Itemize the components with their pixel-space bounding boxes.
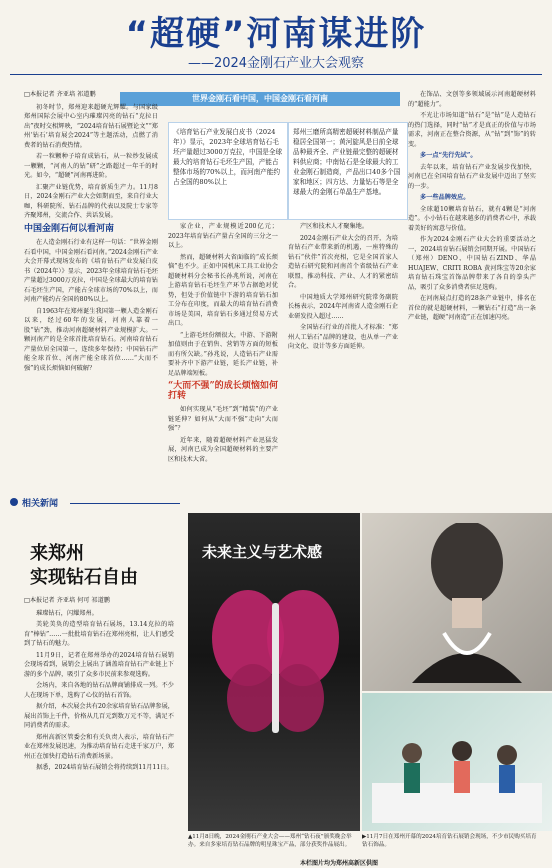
photo-captions (188, 833, 358, 859)
paragraph: 去年以来，培育钻石产业发展步伐加快，河南已在全国培育钻石产业发展中迈出了坚实的一步。 (408, 163, 536, 190)
paragraph: 作为2024金刚石产业大会的重要活动之一，2024培育钻石展销会同期开展。中国钻石（郑州）DENO、中国钻石ZIND、华晶HUAJEW、CRITI ROBA 黄河珠宝等20余家培育钻石珠宝首饰品牌带来了各自的拳头产品，吸引了众多消费者驻足选购。 (408, 236, 536, 291)
paragraph: 璀璨钻石，闪耀郑州。 (36, 609, 98, 617)
related-title-line: 来郑州 (30, 543, 84, 564)
related-title-line: 实现钻石自由 (30, 567, 138, 588)
related-divider (70, 503, 180, 504)
photo-credit: 本栏图片均为郑州高新区供图 (300, 860, 379, 867)
photo-art-text: 未来主义与艺术感 (202, 543, 323, 561)
section-banner: 世界金刚石看中国，中国金刚石看河南 (120, 92, 400, 106)
photo-butterfly-jewelry (188, 513, 360, 831)
related-bullet-icon (10, 498, 18, 506)
callout-text: 郑州三磨所高精密超硬材料制品产量稳居全国第一；黄河旋风是目前全球品种最齐全、产业链最完整的超硬材料供应商；中南钻石是全球最大的工业金刚石制造商，产品出口40多个国家和地区；四方达、力量钻石等是全球最大的金刚石单晶生产基地。 (293, 128, 401, 196)
header-divider (10, 74, 542, 75)
page-title: “超硬”河南谋进阶 (125, 14, 427, 54)
paragraph: 在人造金刚石行业有这样一句话：“世界金刚石看中国，中国金刚石看河南。”2024金刚石产业大会开幕式现场发布的《培育钻石产业发展白皮书（2024年）》显示，2023年全球培育钻石毛坯产量超过3000万克拉，中国是全球最大的培育钻石毛坯生产国，产能占全球市场的70%以上，而河南产能约占全国的80%以上。 (24, 239, 158, 303)
article-column-1 (24, 90, 158, 490)
paragraph: 据悉，2024培育钻石展销会将持续到11月11日。 (36, 764, 173, 771)
related-title (30, 542, 138, 590)
paragraph: 如何实现从“毛坯”到“精装”的产业链延伸？如何从“大而不强”走向“大而强”？ (168, 406, 278, 432)
article-column-3 (168, 222, 278, 490)
photo-caption: ▲11月8日晚，2024金刚石产业大会——郑州“钻石夜”颁奖晚会举办。来自多家培育钻石品牌的明星珠宝产品，部分获奖作品展出。 (188, 834, 352, 848)
photo-caption: ▶11月7日在郑州开幕的2024培育钻石展销会现场，不少市民购买培育钻石饰品。 (362, 834, 537, 848)
paragraph: 11月9日，记者在郑州举办的2024培育钻石展销会现场看到，展销会上展出了涵盖培育钻石产业链上下游的多个品牌，吸引了众多市民前来参观选购。 (24, 651, 174, 678)
paragraph: 在饰品、文创等多领域展示河南超硬材料的“超能力”。 (408, 91, 536, 108)
callout-box-whitepaper (168, 122, 288, 220)
paragraph: 美轮美奂的造型培育钻石展场，13.14克拉的培育“棒钻”……一批批培育钻石在郑州亮相，让人们感受到了钻石的魅力。 (24, 621, 174, 647)
byline: □本报记者 齐亚培 何可 祁道鹏 (24, 597, 110, 604)
photo-necklace-model (362, 513, 552, 691)
paragraph: 产区和技术人才聚集地。 (300, 223, 369, 230)
related-article (24, 596, 174, 862)
related-news-label: 相关新闻 (22, 499, 59, 509)
paragraph: 然而，超硬材料大省面临的“成长烦恼”也不少。正如中国机床工具工业协会超硬材料分会秘书长孙兆所说，河南在上游培育钻石毛坯生产环节占据绝对优势，但处于价值链中下游的培育钻石加工分布在印度，而最大的培育钻石消费市场是美国，培育钻石多通过贸易方式出口。 (168, 253, 278, 327)
article-column-4 (288, 222, 398, 490)
callout-box-companies (288, 122, 408, 220)
paragraph: 全国钻石行业的首批人才标准：“郑州人工钻石”品牌的建设，也从单一产业向文化、设计等多方面延伸。 (288, 324, 398, 350)
paragraph-highlight: 多一些品牌效应。 (420, 194, 470, 201)
callout-text: 《培育钻石产业发展白皮书（2024年）》显示，2023年全球培育钻石毛坯产量超过3000万克拉，中国是全球最大的培育钻石毛坯生产国，产能占整体市场的70%以上，而河南产能约占全国的80%以上 (173, 128, 283, 186)
section-subhead: “大而不强”的成长烦恼如何打转 (168, 381, 278, 401)
paragraph: 不光让市场知道“钻石”是“钻”是人造钻石的热门选择，同时“钻”才是真正的价值与市场需求，河南正在整合资源，从“钻”到“饰”的转变。 (408, 112, 536, 148)
article-column-5 (408, 90, 536, 490)
paragraph-highlight: 多一点“先行先试”。 (420, 152, 477, 159)
photo-captions-2 (362, 833, 542, 857)
page-subtitle: ——2024金刚石产业大会观察 (187, 56, 365, 71)
paragraph: 家企业，产业规模近200亿元；2023年培育钻石产量占全国的三分之一以上。 (168, 223, 278, 249)
paragraph: 中国地质大学郑州研究院常务副院长杨表示，2024年河南省人造金刚石企业研发投入超过…… (288, 293, 398, 320)
paragraph: 全球超10颗培育钻石，就有4颗是“河南造”。小小钻石在越来越多的消费者心中，承载着美好的寓意与价值。 (408, 205, 536, 232)
paragraph: 自1963年在郑州诞生我国第一颗人造金刚石以来，经过60年的发展，河南人靠着一股“钻”劲，推动河南超硬材料产业规模扩大。一颗河南产的是全球首批培育钻石。河南培育钻石产量位居全国第一，连续多年保持；中国钻石产能全球首位、河南产能全球首位……“大而不强”的成长烦恼如何破解？ (24, 307, 158, 372)
paragraph: 会场内，来自各地的钻石品牌商铺排成一列。不少人在现场下单，选购了心仪的钻石首饰。 (24, 682, 174, 699)
section-subhead: 中国金刚石何以看河南 (24, 223, 115, 234)
photo-exhibition-booth (362, 693, 552, 831)
byline: □本报记者 齐亚培 祁道鹏 (24, 91, 96, 98)
paragraph: 据介绍，本次展会共有20余家培育钻石品牌参展，展出首饰上千件，价格从几百元到数万元不等，满足不同消费者的需求。 (24, 703, 174, 729)
paragraph: “上游毛坯份额很大，中游、下游附加值则由于在销售、营销等方面的短板而有所欠缺。”孙兆说，人造钻石产业需要补齐中下游产业链，延长产业链，补足品牌端短板。 (168, 331, 278, 377)
paragraph: 郑州高新区管委会和有关负责人表示，培育钻石产业在郑州发展迅速，为推动培育钻石走进千家万户，郑州正在加快打造钻石消费新场景。 (24, 733, 174, 760)
butterfly-icon (208, 583, 343, 743)
paragraph: 在河南展点打造的28条产业链中，排名在首位的就是超硬材料，一颗钻石“打造”出一条产业链，超硬“河南造”正在加速闪亮。 (408, 295, 536, 321)
paragraph: 初冬时节，郑州迎来超硬光辉耀。与国家级郑州国际会展中心室内璀璨闪亮的钻石“克拉日出”夜时交相辉映，“2024培育钻石展暨论文”“郑州‘钻石’培育展会2024”等主题活动，点燃了消费者的钻石消费热情。 (24, 103, 158, 149)
paragraph: 近年来，随着超硬材料产业迅猛发展，河南已成为全国超硬材料的主要产区和技术大省。 (168, 436, 278, 463)
paragraph: 2024金刚石产业大会的召开，为培育钻石产业带来新的机遇，一座特殊的钻石“伙伴”首次亮相，它是全国首家人造钻石研究院和河南首个省级钻石产业联盟，推动科技、产业、人才的紧密结合。 (288, 234, 398, 289)
paragraph: 若一粒颗种子培育成钻石，从一粒炒发展成一颗颗，“河南人的钻”研”之路超过一年千的时光。如今，“超硬”河南再进阶。 (24, 153, 158, 179)
necklace-model-icon (382, 523, 532, 683)
booth-scene-icon (372, 713, 542, 823)
paragraph: 汇聚产业链优势，培育新质生产力。11月8日，2024金刚石产业大会如期而至，来自行业大咖，科研院所、钻石品牌的代表以及院士专家等齐聚郑州，交流合作、共话发展。 (24, 183, 158, 219)
